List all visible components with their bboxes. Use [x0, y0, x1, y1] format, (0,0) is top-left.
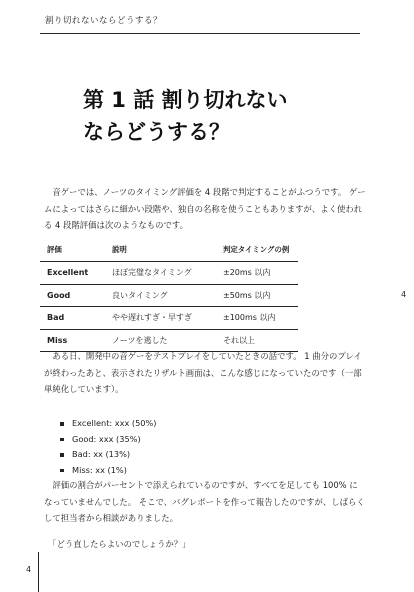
footer-rule: [38, 552, 39, 592]
table-header-row: [40, 238, 298, 262]
header-rule: [40, 33, 360, 34]
percent-paragraph: 評価の割合がパーセントで添えられているのですが、すべてを足しても 100% になっていませんでした。 そこで、バグレポートを作って報告したのですが、しばらくして担当者から相談がありました。: [44, 480, 365, 523]
table-cell: それ以上: [216, 329, 298, 352]
table-cell: 良いタイミング: [105, 284, 216, 307]
table-cell: ±20ms 以内: [216, 262, 298, 285]
evaluation-table: [40, 238, 298, 352]
list-item: Good: xxx (35%): [60, 432, 157, 448]
chapter-title: [83, 84, 363, 148]
footer-page-number: 4: [26, 565, 32, 574]
table-cell-term: Excellent: [40, 262, 105, 285]
column-header: 判定タイミングの例: [216, 238, 298, 262]
quote-paragraph: 「どう直したらよいのでしょうか？」: [44, 539, 191, 549]
running-head: 割り切れないならどうする？: [45, 16, 163, 26]
list-item: Bad: xx (13%): [60, 447, 157, 463]
table-cell: ±50ms 以内: [216, 284, 298, 307]
table-row: [40, 262, 298, 285]
table-cell: やや遅れすぎ・早すぎ: [105, 307, 216, 330]
table-cell-term: Good: [40, 284, 105, 307]
result-list: [60, 416, 157, 478]
table-row: [40, 284, 298, 307]
chapter-title-line-2: ならどうする？: [83, 120, 230, 144]
table-cell-term: Miss: [40, 329, 105, 352]
list-item: Excellent: xxx (50%): [60, 416, 157, 432]
table-row: [40, 307, 298, 330]
table-cell: ±100ms 以内: [216, 307, 298, 330]
table-cell: ほぼ完璧なタイミング: [105, 262, 216, 285]
table-cell: ノーツを逃した: [105, 329, 216, 352]
intro-paragraph: 音ゲーでは、ノーツのタイミング評価を 4 段階で判定することがふつうです。 ゲームによってはさらに細かい段階や、独自の名称を使うこともありますが、よく使われる 4 段階評価は次のようなものです。: [44, 187, 366, 230]
table-cell-term: Bad: [40, 307, 105, 330]
list-item: Miss: xx (1%): [60, 463, 157, 479]
chapter-title-line-1: 第 1 話 割り切れない: [83, 88, 288, 112]
column-header: 説明: [105, 238, 216, 262]
play-paragraph: ある日、開発中の音ゲーをテストプレイをしていたときの話です。 1 曲分のプレイが終わったあと、表示されたリザルト画面は、こんな感じになっていたのです（一部単純化しています）。: [44, 351, 362, 394]
side-page-number: 4: [401, 290, 407, 299]
column-header: 評価: [40, 238, 105, 262]
